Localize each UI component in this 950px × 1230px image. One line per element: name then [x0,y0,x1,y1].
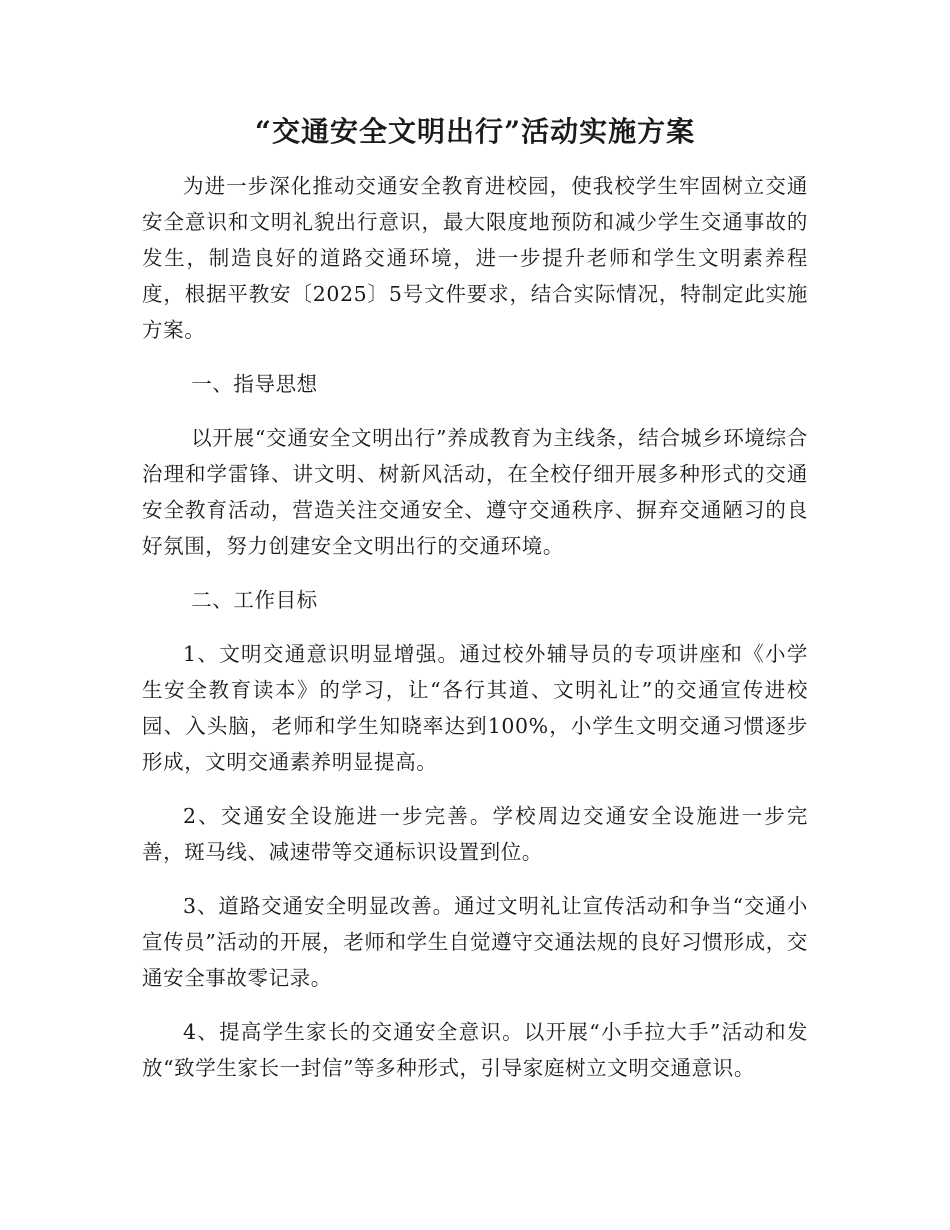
section-heading-guiding-ideology: 一、指导思想 [191,372,318,396]
section-heading-work-goals: 二、工作目标 [191,588,318,612]
document-title: “交通安全文明出行”活动实施方案 [254,115,696,148]
document-body [142,168,808,1086]
intro-paragraph: 为进一步深化推动交通安全教育进校园，使我校学生牢固树立交通安全意识和文明礼貌出行意识，最大限度地预防和减少学生交通事故的发生，制造良好的道路交通环境，进一步提升老师和学生文明素养程度，根据平教安〔2025〕5号文件要求，结合实际情况，特制定此实施方案。 [142,174,808,342]
work-goal-1-paragraph: 1、文明交通意识明显增强。通过校外辅导员的专项讲座和《小学生安全教育读本》的学习，让“各行其道、文明礼让”的交通宣传进校园、入头脑，老师和学生知晓率达到100%，小学生文明交通习惯逐步形成，文明交通素养明显提高。 [142,642,808,774]
work-goal-4-paragraph: 4、提高学生家长的交通安全意识。以开展“小手拉大手”活动和发放“致学生家长一封信”等多种形式，引导家庭树立文明交通意识。 [142,1020,808,1080]
guiding-ideology-paragraph: 以开展“交通安全文明出行”养成教育为主线条，结合城乡环境综合治理和学雷锋、讲文明、树新风活动，在全校仔细开展多种形式的交通安全教育活动，营造关注交通安全、遵守交通秩序、摒弃交通陋习的良好氛围，努力创建安全文明出行的交通环境。 [142,426,808,558]
work-goal-3-paragraph: 3、道路交通安全明显改善。通过文明礼让宣传活动和争当“交通小宣传员”活动的开展，老师和学生自觉遵守交通法规的良好习惯形成，交通安全事故零记录。 [142,894,808,990]
work-goal-2-paragraph: 2、交通安全设施进一步完善。学校周边交通安全设施进一步完善，斑马线、减速带等交通标识设置到位。 [142,804,808,864]
